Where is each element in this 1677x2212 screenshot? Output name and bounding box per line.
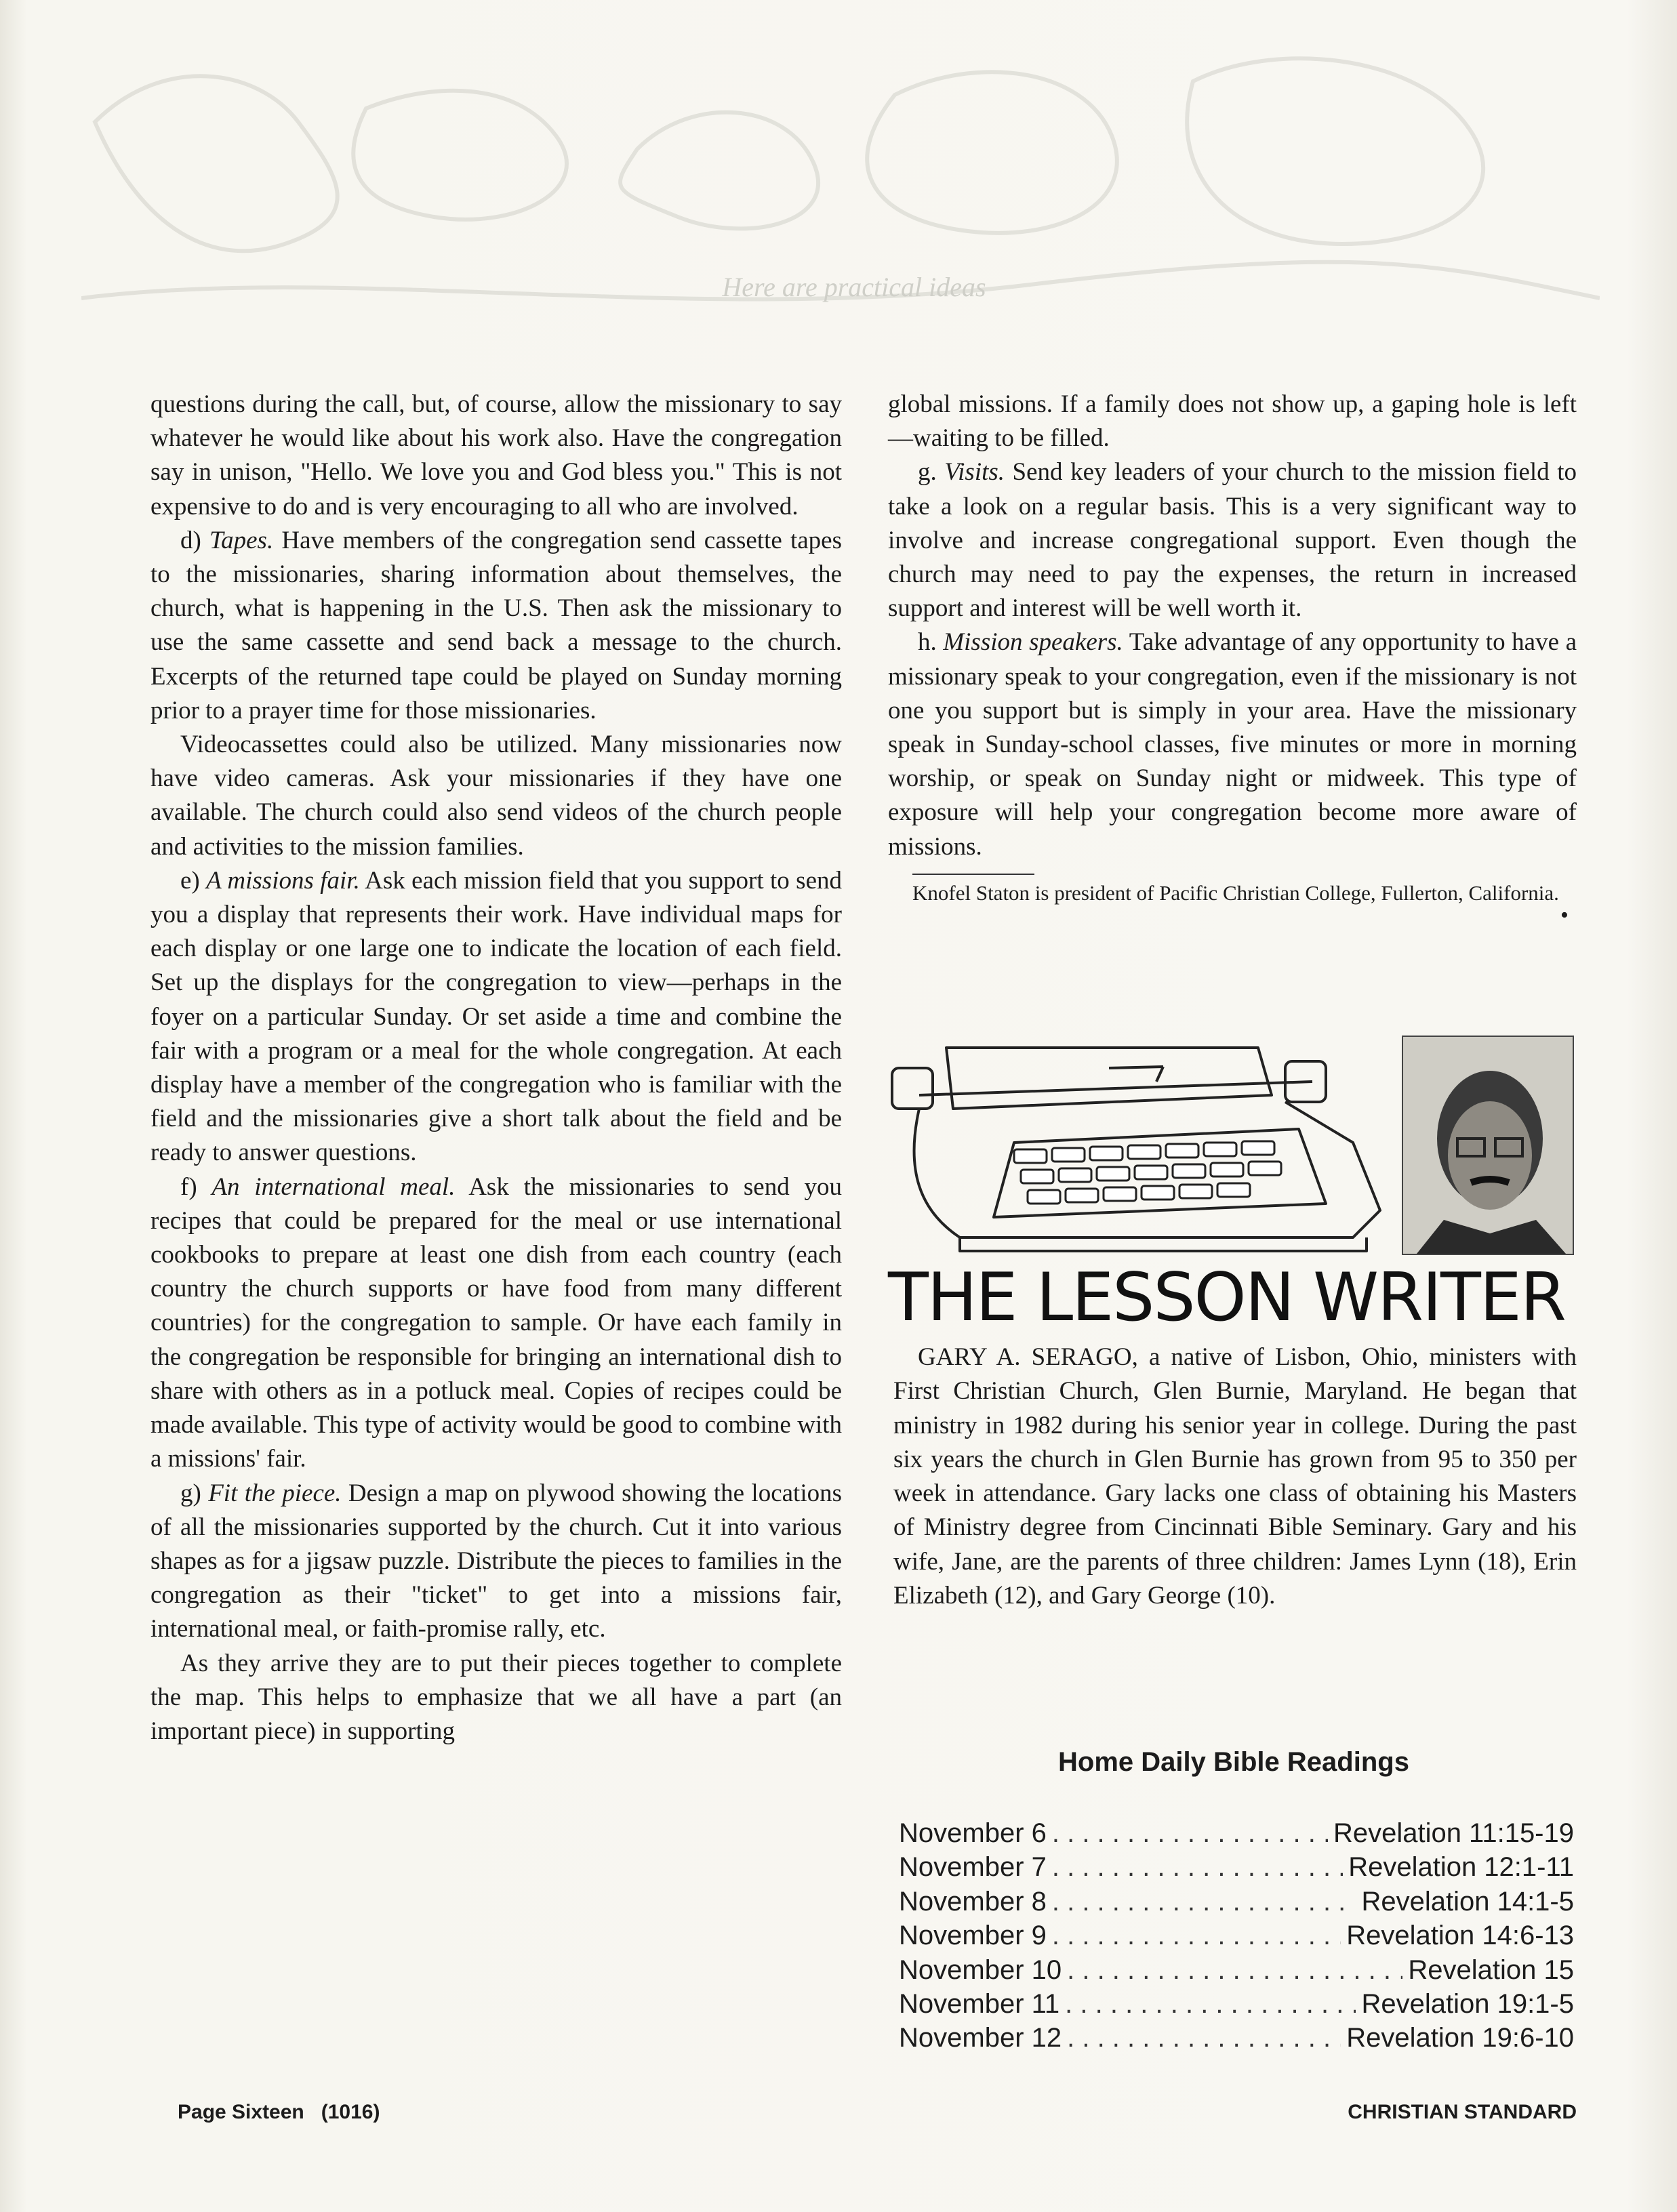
paragraph-videocassettes: Videocassettes could also be utilized. Many missionaries now have video cameras. Ask your missionaries if they have one available. The church could also send videos of the church people and activities to the mission families. (150, 731, 842, 861)
right-column (888, 388, 1577, 906)
paragraph-fit-the-piece: g) Fit the piece. Design a map on plywood showing the locations of all the missionaries supported by the church. Cut it into various shapes as for a jigsaw puzzle. Distribute the pieces to families in the congregation as their "ticket" to get into a missions fair, international meal, or faith-promise rally, etc. (150, 1479, 842, 1643)
reading-row: November 6 . . . Revelation 11:15-19 (899, 1816, 1574, 1850)
reading-row: November 8 . . . Revelation 14:1-5 (899, 1885, 1574, 1919)
footnote-divider (912, 874, 1034, 875)
author-footnote: Knofel Staton is president of Pacific Christian College, Fullerton, California. (912, 880, 1559, 905)
bible-readings-heading: Home Daily Bible Readings (1058, 1747, 1409, 1777)
reading-row: November 12 . . . Revelation 19:6-10 (899, 2021, 1574, 2055)
reading-row: November 10 . . . Revelation 15 (899, 1953, 1574, 1987)
bible-readings-list (899, 1816, 1574, 2055)
paragraph-global: global missions. If a family does not show up, a gaping hole is left—waiting to be filled. (888, 390, 1577, 453)
paragraph-mission-speakers: h. Mission speakers. Take advantage of any opportunity to have a missionary speak to your congregation, even if the missionary is not one you support but is simply in your area. Have the missionary speak in Sunday-school classes, five minutes or more in morning worship, or speak on Sunday night or midweek. This type of exposure will help your congregation become more aware of missions. (888, 628, 1577, 861)
left-column (150, 388, 842, 1748)
page-number: Page Sixteen (1016) (178, 2101, 380, 2123)
paragraph: questions during the call, but, of course, allow the missionary to say whatever he would like about his work also. Have the congregation say in unison, "Hello. We love you and God bless you." This is not expensive to do and is very encouraging to all who are involved. (150, 390, 842, 520)
end-bullet: • (1560, 903, 1569, 928)
lesson-writer-heading: THE LESSON WRITER (888, 1259, 1565, 1336)
faded-header-illustration (81, 41, 1600, 352)
lesson-writer-bio (893, 1340, 1577, 1613)
paragraph-visits: g. Visits. Send key leaders of your church to the mission field to take a look on a regular basis. This is a very significant way to involve and increase congregational support. Even though the church may need to pay the expenses, the return in increased support and interest will be well worth it. (888, 458, 1577, 623)
author-photo (1402, 1036, 1574, 1255)
reading-row: November 9 . . . Revelation 14:6-13 (899, 1919, 1574, 1952)
reading-row: November 11 . . . Revelation 19:1-5 (899, 1987, 1574, 2021)
paragraph-arrive: As they arrive they are to put their pieces together to complete the map. This helps to emphasize that we all have a part (an important piece) in supporting (150, 1649, 842, 1745)
reading-row: November 7 . . . Revelation 12:1-11 (899, 1850, 1574, 1884)
publication-name: CHRISTIAN STANDARD (1348, 2101, 1577, 2123)
faded-header-subtitle: Here are practical ideas (722, 272, 986, 302)
bio-paragraph: GARY A. SERAGO, a native of Lisbon, Ohio, ministers with First Christian Church, Glen Burnie, Maryland. He began that ministry in 1982 during his senior year in college. During the past six years the church in Glen Burnie has grown from 95 to 350 per week in attendance. Gary lacks one class of obtaining his Masters of Ministry degree from Cincinnati Bible Seminary. Gary and his wife, Jane, are the parents of three children: James Lynn (18), Erin Elizabeth (12), and Gary George (10). (893, 1343, 1577, 1610)
typewriter-illustration (878, 1034, 1394, 1258)
paragraph-tapes: d) Tapes. Have members of the congregation send cassette tapes to the missionaries, sharing information about themselves, the church, what is happening in the U.S. Then ask the missionary to use the same cassette and send back a message to the church. Excerpts of the returned tape could be played on Sunday morning prior to a prayer time for those missionaries. (150, 526, 842, 724)
paragraph-international-meal: f) An international meal. Ask the missionaries to send you recipes that could be prepared for the meal or use international cookbooks to prepare at least one dish from each country (each country the church supports or have food from many different countries) for the congregation to sample. Or have each family in the congregation be responsible for bringing an international dish to share with others as in a potluck meal. Copies of recipes could be made available. This type of activity would be good to combine with a missions' fair. (150, 1172, 842, 1473)
paragraph-missions-fair: e) A missions fair. Ask each mission field that you support to send you a display that represents their work. Have individual maps for each display or one large one to indicate the location of each field. Set up the displays for the congregation to view—perhaps in the foyer on a particular Sunday. Or set aside a time and combine the fair with a program or a meal for the whole congregation. At each display have a member of the congregation who is familiar with the field and the missionaries give a short talk about the field and be ready to answer questions. (150, 866, 842, 1167)
